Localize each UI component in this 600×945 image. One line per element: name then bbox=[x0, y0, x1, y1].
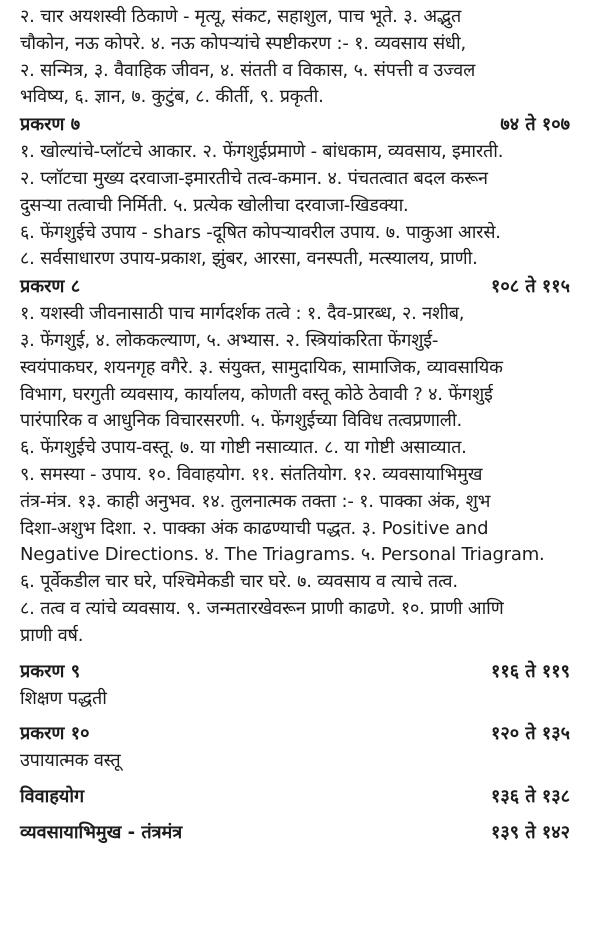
page-range: ७४ ते १०७ bbox=[500, 114, 570, 136]
chapter-8-contents bbox=[20, 301, 582, 649]
toc-line: १. यशस्वी जीवनासाठी पाच मार्गदर्शक तत्वे : १. दैव-प्रारब्ध, २. नशीब, bbox=[20, 303, 465, 325]
chapter-title: प्रकरण १० bbox=[20, 723, 90, 745]
toc-line: शिक्षण पद्धती bbox=[20, 687, 107, 709]
chapter-8-heading bbox=[20, 273, 582, 301]
page-range: १३६ ते १३८ bbox=[491, 786, 570, 808]
page-range: १२० ते १३५ bbox=[491, 723, 570, 745]
chapter-title: प्रकरण ९ bbox=[20, 660, 81, 682]
toc-line: १. खोल्यांचे-प्लॉटचे आकार. २. फेंगशुईप्रमाणे - बांधकाम, व्यवसाय, इमारती. bbox=[20, 141, 504, 163]
toc-line: २. प्लॉटचा मुख्य दरवाजा-इमारतीचे तत्व-कमान. ४. पंचतत्वात बदल करून bbox=[20, 167, 488, 189]
chapter-7-heading bbox=[20, 111, 582, 139]
toc-line: स्वयंपाकघर, शयनगृह वगैरे. ३. संयुक्त, सामुदायिक, सामाजिक, व्यावसायिक bbox=[20, 356, 503, 378]
chapter-title: प्रकरण ८ bbox=[20, 276, 81, 298]
toc-line: ६. फेंगशुईचे उपाय - shars -दूषित कोपऱ्यावरील उपाय. ७. पाकुआ आरसे. bbox=[20, 221, 501, 243]
toc-line: तंत्र-मंत्र. १३. काही अनुभव. १४. तुलनात्मक तक्ता :- १. पाक्का अंक, शुभ bbox=[20, 490, 491, 512]
chapter-9-heading bbox=[20, 658, 582, 686]
toc-line: ८. सर्वसाधारण उपाय-प्रकाश, झुंबर, आरसा, वनस्पती, मत्स्यालय, प्राणी. bbox=[20, 248, 478, 270]
chapter-10-contents bbox=[20, 748, 582, 775]
chapter-title: प्रकरण ७ bbox=[20, 114, 81, 136]
vyavasay-heading bbox=[20, 819, 582, 847]
toc-line: दुसऱ्या तत्वाची निर्मिती. ५. प्रत्येक खोलीचा दरवाजा-खिडक्या. bbox=[20, 194, 409, 216]
spacer bbox=[20, 775, 582, 783]
section-title: व्यवसायाभिमुख - तंत्रमंत्र bbox=[20, 822, 183, 844]
toc-line: ८. तत्व व त्यांचे व्यवसाय. ९. जन्मतारखेवरून प्राणी काढणे. १०. प्राणी आणि bbox=[20, 597, 504, 619]
spacer bbox=[20, 811, 582, 819]
toc-line: चौकोन, नऊ कोपरे. ४. नऊ कोपऱ्यांचे स्पष्टीकरण :- १. व्यवसाय संधी, bbox=[20, 32, 466, 54]
toc-line: पारंपारिक व आधुनिक विचारसरणी. ५. फेंगशुईच्या विविध तत्वप्रणाली. bbox=[20, 410, 462, 432]
toc-line: प्राणी वर्ष. bbox=[20, 624, 84, 646]
toc-line: २. चार अयशस्वी ठिकाणे - मृत्यू, संकट, सहाशुल, पाच भूते. ३. अद्भुत bbox=[20, 6, 462, 27]
toc-line: उपायात्मक वस्तू bbox=[20, 750, 121, 772]
chapter-7-contents bbox=[20, 139, 582, 273]
spacer bbox=[20, 650, 582, 658]
chapter-9-contents bbox=[20, 686, 582, 713]
toc-line: Negative Directions. ४. The Triagrams. ५. Personal Triagram. bbox=[20, 544, 545, 566]
spacer bbox=[20, 712, 582, 720]
toc-line: भविष्य, ६. ज्ञान, ७. कुटुंब, ८. कीर्ती, ९. प्रकृती. bbox=[20, 86, 324, 108]
toc-line: ६. पूर्वेकडील चार घरे, पश्चिमेकडी चार घरे. ७. व्यवसाय व त्याचे तत्व. bbox=[20, 571, 458, 593]
toc-line: ९. समस्या - उपाय. १०. विवाहयोग. ११. संततियोग. १२. व्यवसायाभिमुख bbox=[20, 463, 483, 485]
page-range: ११६ ते ११९ bbox=[491, 660, 570, 682]
toc-line: विभाग, घरगुती व्यवसाय, कार्यालय, कोणती वस्तू कोठे ठेवावी ? ४. फेंगशुई bbox=[20, 383, 493, 405]
chapter-10-heading bbox=[20, 720, 582, 748]
toc-line: ३. फेंगशुई, ४. लोककल्याण, ५. अभ्यास. २. स्त्रियांकरिता फेंगशुई- bbox=[20, 329, 439, 351]
toc-line: दिशा-अशुभ दिशा. २. पाक्का अंक काढण्याची पद्धत. ३. Positive and bbox=[20, 517, 489, 539]
toc-line: ६. फेंगशुईचे उपाय-वस्तू. ७. या गोष्टी नसाव्यात. ८. या गोष्टी असाव्यात. bbox=[20, 437, 467, 459]
vivah-heading bbox=[20, 783, 582, 811]
page-range: १०८ ते ११५ bbox=[491, 276, 570, 298]
page-range: १३९ ते १४२ bbox=[491, 822, 570, 844]
section-title: विवाहयोग bbox=[20, 786, 85, 808]
toc-line: २. सन्मित्र, ३. वैवाहिक जीवन, ४. संतती व विकास, ५. संपत्ती व उज्वल bbox=[20, 59, 476, 81]
intro-block bbox=[20, 4, 582, 111]
